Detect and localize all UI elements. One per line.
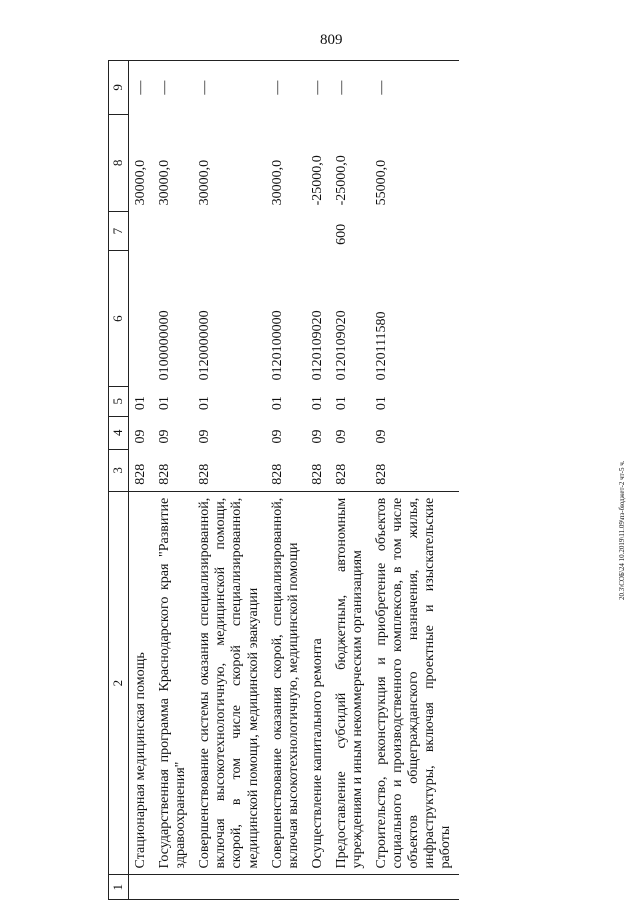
row-name: Осуществление капитального ремонта xyxy=(309,638,325,869)
side-note: 20.3\СОБ\24 10.2019\11.09\пз-бюджет-2 чт-5 ч. xyxy=(618,460,626,600)
code-4: 09 xyxy=(269,429,285,444)
code-7 xyxy=(153,211,193,250)
table-row xyxy=(330,61,370,900)
col-9: — xyxy=(193,61,265,115)
row-index-cell xyxy=(193,875,265,900)
code-5: 01 xyxy=(333,396,349,411)
row-name: Стационарная медицинская помощь xyxy=(132,652,148,869)
table-row xyxy=(153,61,193,900)
code-7: 600 xyxy=(333,223,349,245)
col-9: — xyxy=(128,61,153,115)
table-row xyxy=(193,61,265,900)
code-6: 0120111580 xyxy=(374,311,390,381)
code-4: 09 xyxy=(157,429,173,444)
table-header-row xyxy=(109,61,129,900)
row-name: Строительство, реконструкция и приобретение объектов социального и производственного комплексов, в том числе объектов общегражданского назначения, жилья, инфраструктуры, включая проектные и изыскательские работы xyxy=(374,497,454,869)
code-7 xyxy=(128,211,153,250)
code-3: 828 xyxy=(370,449,458,491)
row-name: Совершенствование системы оказания специализированной, включая высокотехнологичную, медицинской помощи, скорой, в том числе скорой специализированной, медицинской помощи, медицинской эвакуации xyxy=(197,497,261,869)
column-header: 7 xyxy=(109,211,129,250)
code-6: 0100000000 xyxy=(157,310,173,381)
amount: 30000,0 xyxy=(197,159,213,206)
table-row xyxy=(306,61,330,900)
row-index-cell xyxy=(128,875,153,900)
row-name: Предоставление субсидий бюджетным, автономным учреждениям и иным некоммерческим организациям xyxy=(333,497,365,869)
col-9: — xyxy=(370,61,458,115)
budget-table xyxy=(108,60,459,900)
code-5: 01 xyxy=(132,396,148,411)
table-row xyxy=(370,61,458,900)
code-4: 09 xyxy=(309,429,325,444)
code-4: 09 xyxy=(132,429,148,444)
amount: 30000,0 xyxy=(157,159,173,206)
page-number: 809 xyxy=(320,32,343,48)
column-header: 5 xyxy=(109,386,129,416)
row-index-cell xyxy=(153,875,193,900)
code-6: 0120100000 xyxy=(269,310,285,381)
table-row xyxy=(266,61,306,900)
code-6: 0120109020 xyxy=(309,310,325,381)
table-row xyxy=(128,61,153,900)
code-7 xyxy=(306,211,330,250)
column-header: 4 xyxy=(109,416,129,449)
column-header: 6 xyxy=(109,251,129,387)
row-name: Государственная программа Краснодарского края "Развитие здравоохранения" xyxy=(157,497,189,869)
col-9: — xyxy=(330,61,370,115)
amount: 30000,0 xyxy=(269,159,285,206)
code-7 xyxy=(266,211,306,250)
row-index-cell xyxy=(266,875,306,900)
code-5: 01 xyxy=(197,396,213,411)
code-4: 09 xyxy=(333,429,349,444)
code-6: 0120000000 xyxy=(197,310,213,381)
code-7 xyxy=(193,211,265,250)
row-index-cell xyxy=(370,875,458,900)
code-5: 01 xyxy=(269,396,285,411)
code-3: 828 xyxy=(128,449,153,491)
code-3: 828 xyxy=(153,449,193,491)
code-6: 0120109020 xyxy=(333,310,349,381)
amount: 30000,0 xyxy=(132,159,148,206)
column-header: 2 xyxy=(109,491,129,875)
code-4: 09 xyxy=(374,429,390,444)
row-index-cell xyxy=(330,875,370,900)
code-5: 01 xyxy=(309,396,325,411)
code-5: 01 xyxy=(374,396,390,411)
code-3: 828 xyxy=(266,449,306,491)
code-5: 01 xyxy=(157,396,173,411)
col-9: — xyxy=(306,61,330,115)
row-index-cell xyxy=(306,875,330,900)
code-3: 828 xyxy=(193,449,265,491)
row-name: Совершенствование оказания скорой, специализированной, включая высокотехнологичную, медицинской помощи xyxy=(269,497,301,869)
column-header: 8 xyxy=(109,114,129,211)
amount: 55000,0 xyxy=(374,159,390,206)
code-6 xyxy=(128,251,153,387)
col-9: — xyxy=(153,61,193,115)
code-3: 828 xyxy=(330,449,370,491)
column-header: 9 xyxy=(109,61,129,115)
col-9: — xyxy=(266,61,306,115)
code-3: 828 xyxy=(306,449,330,491)
amount: -25000,0 xyxy=(333,155,349,206)
code-4: 09 xyxy=(197,429,213,444)
column-header: 3 xyxy=(109,449,129,491)
amount: -25000,0 xyxy=(309,155,325,206)
code-7 xyxy=(370,211,458,250)
column-header: 1 xyxy=(109,875,129,900)
rotated-table-wrapper xyxy=(108,60,604,900)
